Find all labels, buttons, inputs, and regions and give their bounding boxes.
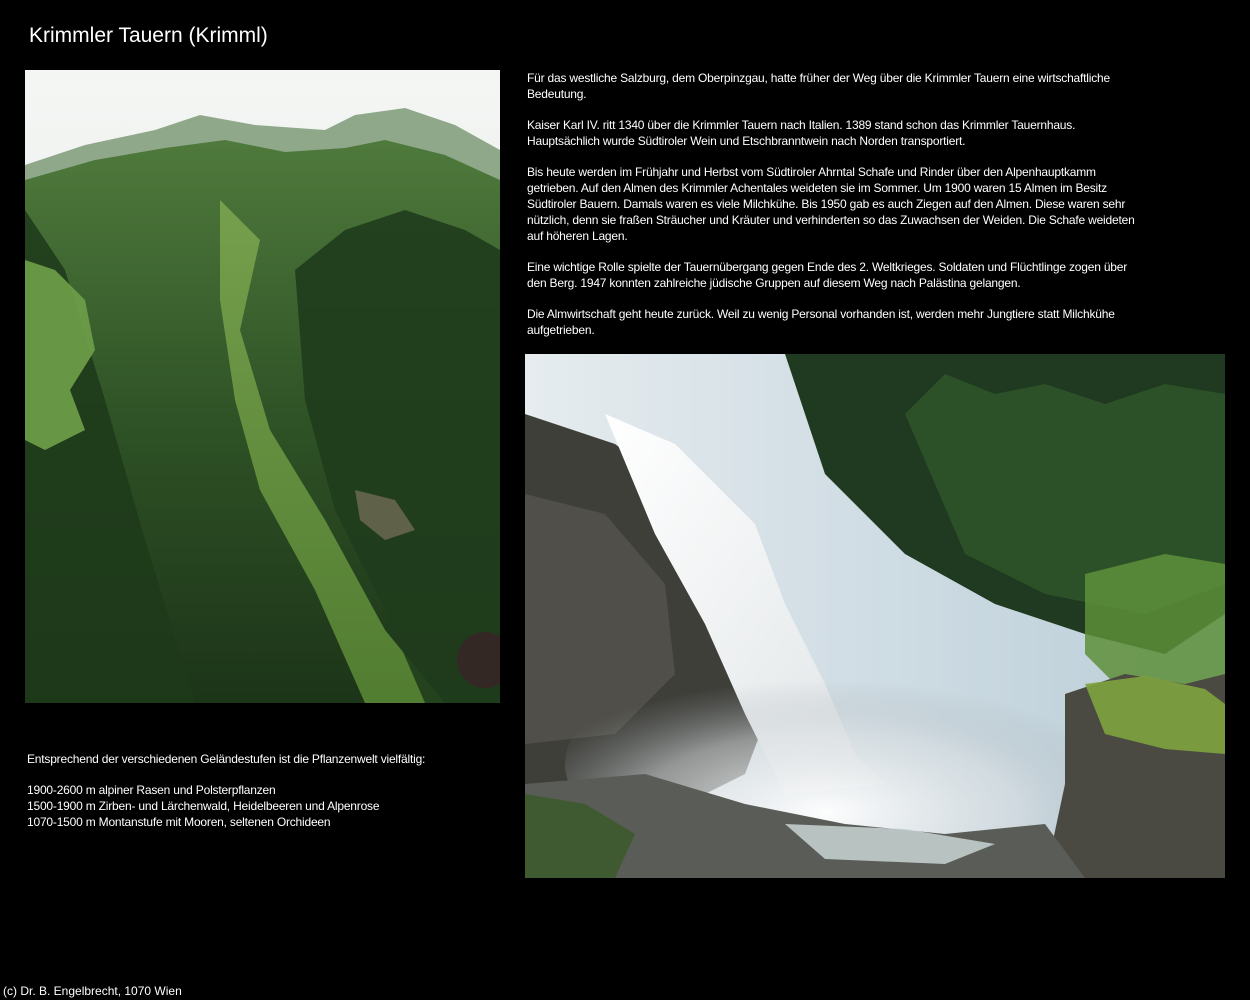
flora-zone-item: 1900-2600 m alpiner Rasen und Polsterpflanzen [27,783,276,797]
article-paragraph: Für das westliche Salzburg, dem Oberpinzgau, hatte früher der Weg über die Krimmler Tauern eine wirtschaftliche Bedeutung. [527,71,1110,101]
article-text [527,70,1147,353]
article-paragraph: Eine wichtige Rolle spielte der Tauernübergang gegen Ende des 2. Weltkrieges. Soldaten und Flüchtlinge zogen über den Berg. 1947 konnten zahlreiche jüdische Gruppen auf diesem Weg nach Palästina gelangen. [527,260,1128,290]
mountain-slope-photo [25,70,500,703]
mountain-slope-illustration [25,70,500,703]
waterfall-photo [525,354,1225,878]
flora-zone-item: 1500-1900 m Zirben- und Lärchenwald, Heidelbeeren und Alpenrose [27,799,380,813]
flora-section [27,751,497,830]
article-paragraph: Bis heute werden im Frühjahr und Herbst vom Südtiroler Ahrntal Schafe und Rinder über den Alpenhauptkamm getrieben. Auf den Almen des Krimmler Achentales weideten sie im Sommer. Um 1900 waren 15 Almen im Besitz Südtiroler Bauern. Damals waren es viele Milchkühe. Bis 1950 gab es auch Ziegen auf den Almen. Diese waren sehr nützlich, denn sie fraßen Sträucher und Kräuter und verhinderten so das Zuwachsen der Weiden. Die Schafe weideten auf höheren Lagen. [527,165,1135,243]
article-paragraph: Die Almwirtschaft geht heute zurück. Weil zu wenig Personal vorhanden ist, werden mehr Jungtiere statt Milchkühe aufgetrieben. [527,307,1115,337]
copyright-footer: (c) Dr. B. Engelbrecht, 1070 Wien [3,984,182,998]
flora-zone-item: 1070-1500 m Montanstufe mit Mooren, seltenen Orchideen [27,815,331,829]
flora-zone-list [27,782,497,830]
article-paragraph: Kaiser Karl IV. ritt 1340 über die Krimmler Tauern nach Italien. 1389 stand schon das Krimmler Tauernhaus. Hauptsächlich wurde Südtiroler Wein und Etschbranntwein nach Norden transportiert. [527,118,1076,148]
flora-intro: Entsprechend der verschiedenen Geländestufen ist die Pflanzenwelt vielfältig: [27,752,426,766]
page-title: Krimmler Tauern (Krimml) [29,24,268,47]
waterfall-illustration [525,354,1225,878]
